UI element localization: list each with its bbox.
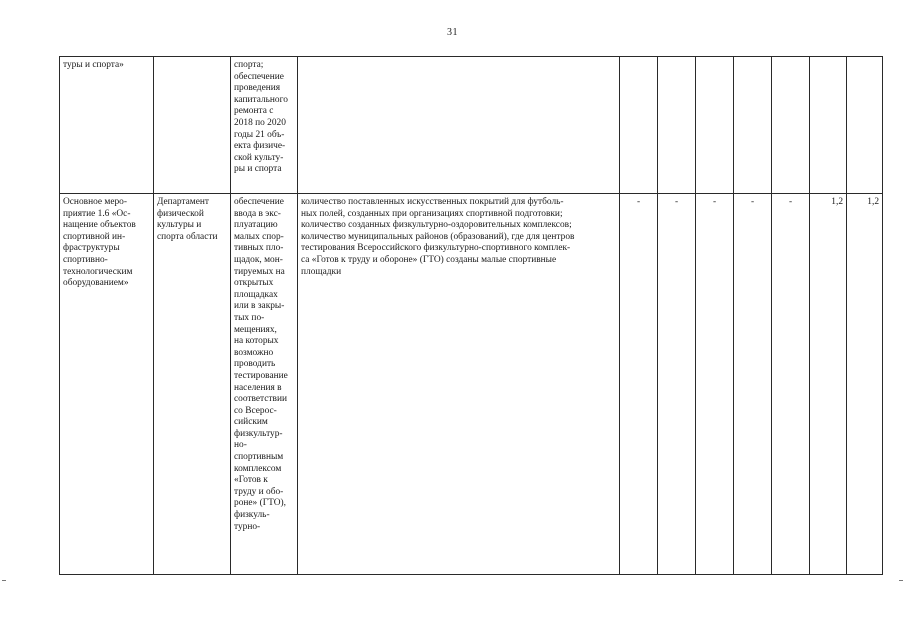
value-cell: - <box>696 194 734 575</box>
page-number: 31 <box>447 27 458 38</box>
value-cell <box>772 57 810 194</box>
value-cell: - <box>772 194 810 575</box>
table-row <box>60 194 883 575</box>
value-cell <box>620 57 658 194</box>
value-cell: - <box>734 194 772 575</box>
executor-cell: Департамент физической культуры и спорта области <box>154 194 231 575</box>
value-cell <box>734 57 772 194</box>
scan-edge-mark <box>2 580 6 581</box>
value-cell: - <box>620 194 658 575</box>
result-cell: обеспечение ввода в экс- плуатацию малых спор- тивных пло- щадок, мон- тируемых на открытых площадках или в закры- тых по- мещениях, на которых возможно проводить тестирование населения в соответствии со Всерос- сийским физкультур- но- спортивным комплексом «Готов к труду и обо- роне» (ГТО), физкуль- турно- <box>231 194 298 575</box>
result-cell: спорта; обеспечение проведения капитального ремонта с 2018 по 2020 годы 21 объ- екта физиче- ской культу- ры и спорта <box>231 57 298 194</box>
indicator-cell <box>298 57 620 194</box>
value-cell: - <box>658 194 696 575</box>
scan-edge-mark <box>899 580 903 581</box>
value-cell <box>847 57 883 194</box>
value-cell <box>696 57 734 194</box>
value-cell <box>658 57 696 194</box>
program-table <box>59 56 883 575</box>
table-row <box>60 57 883 194</box>
activity-name-cell: туры и спорта» <box>60 57 154 194</box>
value-cell: 1,2 <box>810 194 847 575</box>
indicator-cell: количество поставленных искусственных покрытий для футболь- ных полей, созданных при организациях спортивной подготовки; количество созданных физкультурно-оздоровительных комплексов; количество муниципальных районов (образований), где для центров тестирования Всероссийского физкультурно-спортивного комплек- са «Готов к труду и обороне» (ГТО) созданы малые спортивные площадки <box>298 194 620 575</box>
executor-cell <box>154 57 231 194</box>
value-cell <box>810 57 847 194</box>
activity-name-cell: Основное меро- приятие 1.6 «Ос- нащение объектов спортивной ин- фраструктуры спортивно- технологическим оборудованием» <box>60 194 154 575</box>
value-cell: 1,2 <box>847 194 883 575</box>
